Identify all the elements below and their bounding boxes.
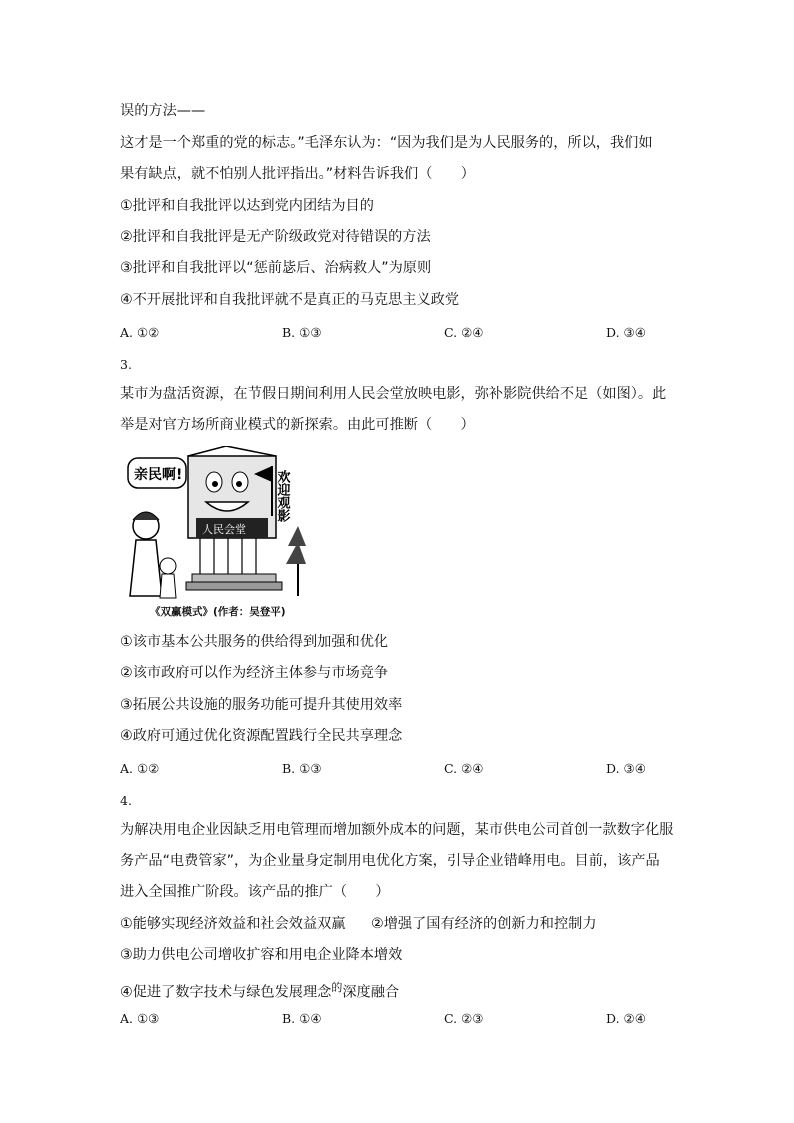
q4-option-c[interactable]: C. ②③ [444, 1011, 484, 1026]
q4-number: 4. [120, 793, 132, 808]
q2-statement-1: ①批评和自我批评以达到党内团结为目的 [120, 198, 374, 214]
q3-text-line-1: 某市为盘活资源，在节假日期间利用人民会堂放映电影，弥补影院供给不足（如图）。此 [120, 386, 667, 402]
q4-statement-4 [120, 978, 399, 1003]
q4-statement-1: ①能够实现经济效益和社会效益双赢 [120, 916, 346, 932]
q3-option-a[interactable]: A. ①② [120, 761, 160, 776]
cartoon-flag-text: 欢迎观影 [274, 470, 290, 522]
q3-statement-2: ②该市政府可以作为经济主体参与市场竞争 [120, 665, 389, 681]
cartoon-speech-text: 亲民啊! [134, 467, 183, 483]
q4-text-line-3: 进入全国推广阶段。该产品的推广（ ） [120, 884, 390, 900]
q2-option-c[interactable]: C. ②④ [444, 325, 484, 340]
q4-option-b[interactable]: B. ①④ [282, 1011, 322, 1026]
q4-option-a[interactable]: A. ①③ [120, 1011, 160, 1026]
q3-statement-3: ③拓展公共设施的服务功能可提升其使用效率 [120, 697, 403, 713]
q2-option-d[interactable]: D. ③④ [606, 325, 646, 340]
cartoon-image [126, 446, 306, 624]
q2-text-line-2: 果有缺点，就不怕别人批评指出。”材料告诉我们（ ） [120, 166, 475, 182]
cartoon-sign-text: 人民会堂 [202, 523, 246, 536]
q3-text-line-2: 举是对官方场所商业模式的新探索。由此可推断（ ） [120, 417, 475, 433]
q2-statement-3: ③批评和自我批评以“惩前毖后、治病救人”为原则 [120, 260, 432, 276]
q3-option-b[interactable]: B. ①③ [282, 761, 322, 776]
q2-statement-4: ④不开展批评和自我批评就不是真正的马克思主义政党 [120, 292, 460, 308]
q2-text-line-0: 误的方法—— [120, 103, 206, 119]
q4-statement-2: ②增强了国有经济的创新力和控制力 [371, 916, 597, 932]
q2-text-line-1: 这才是一个郑重的党的标志。”毛泽东认为：“因为我们是为人民服务的，所以，我们如 [120, 135, 653, 151]
q4-statement-4-part-b: 的 [331, 981, 343, 994]
q2-option-b[interactable]: B. ①③ [282, 325, 322, 340]
q4-statement-3: ③助力供电公司增收扩容和用电企业降本增效 [120, 947, 403, 963]
q4-option-d[interactable]: D. ②④ [606, 1011, 646, 1026]
q3-statement-4: ④政府可通过优化资源配置践行全民共享理念 [120, 728, 403, 744]
q3-statement-1: ①该市基本公共服务的供给得到加强和优化 [120, 634, 389, 650]
q4-text-line-2: 务产品“电费管家”，为企业量身定制用电优化方案，引导企业错峰用电。目前，该产品 [120, 853, 660, 869]
q3-option-d[interactable]: D. ③④ [606, 761, 646, 776]
q2-statement-2: ②批评和自我批评是无产阶级政党对待错误的方法 [120, 229, 431, 245]
q4-statement-4-part-a: ④促进了数字技术与绿色发展理念 [120, 984, 332, 1001]
q3-number: 3. [120, 357, 132, 372]
q4-text-line-1: 为解决用电企业因缺乏用电管理而增加额外成本的问题，某市供电公司首创一款数字化服 [120, 822, 674, 838]
q2-option-a[interactable]: A. ①② [120, 325, 160, 340]
q3-option-c[interactable]: C. ②④ [444, 761, 484, 776]
cartoon-caption: 《双赢模式》(作者：吴登平) [150, 606, 286, 618]
q4-statement-4-part-c: 深度融合 [342, 984, 400, 1001]
